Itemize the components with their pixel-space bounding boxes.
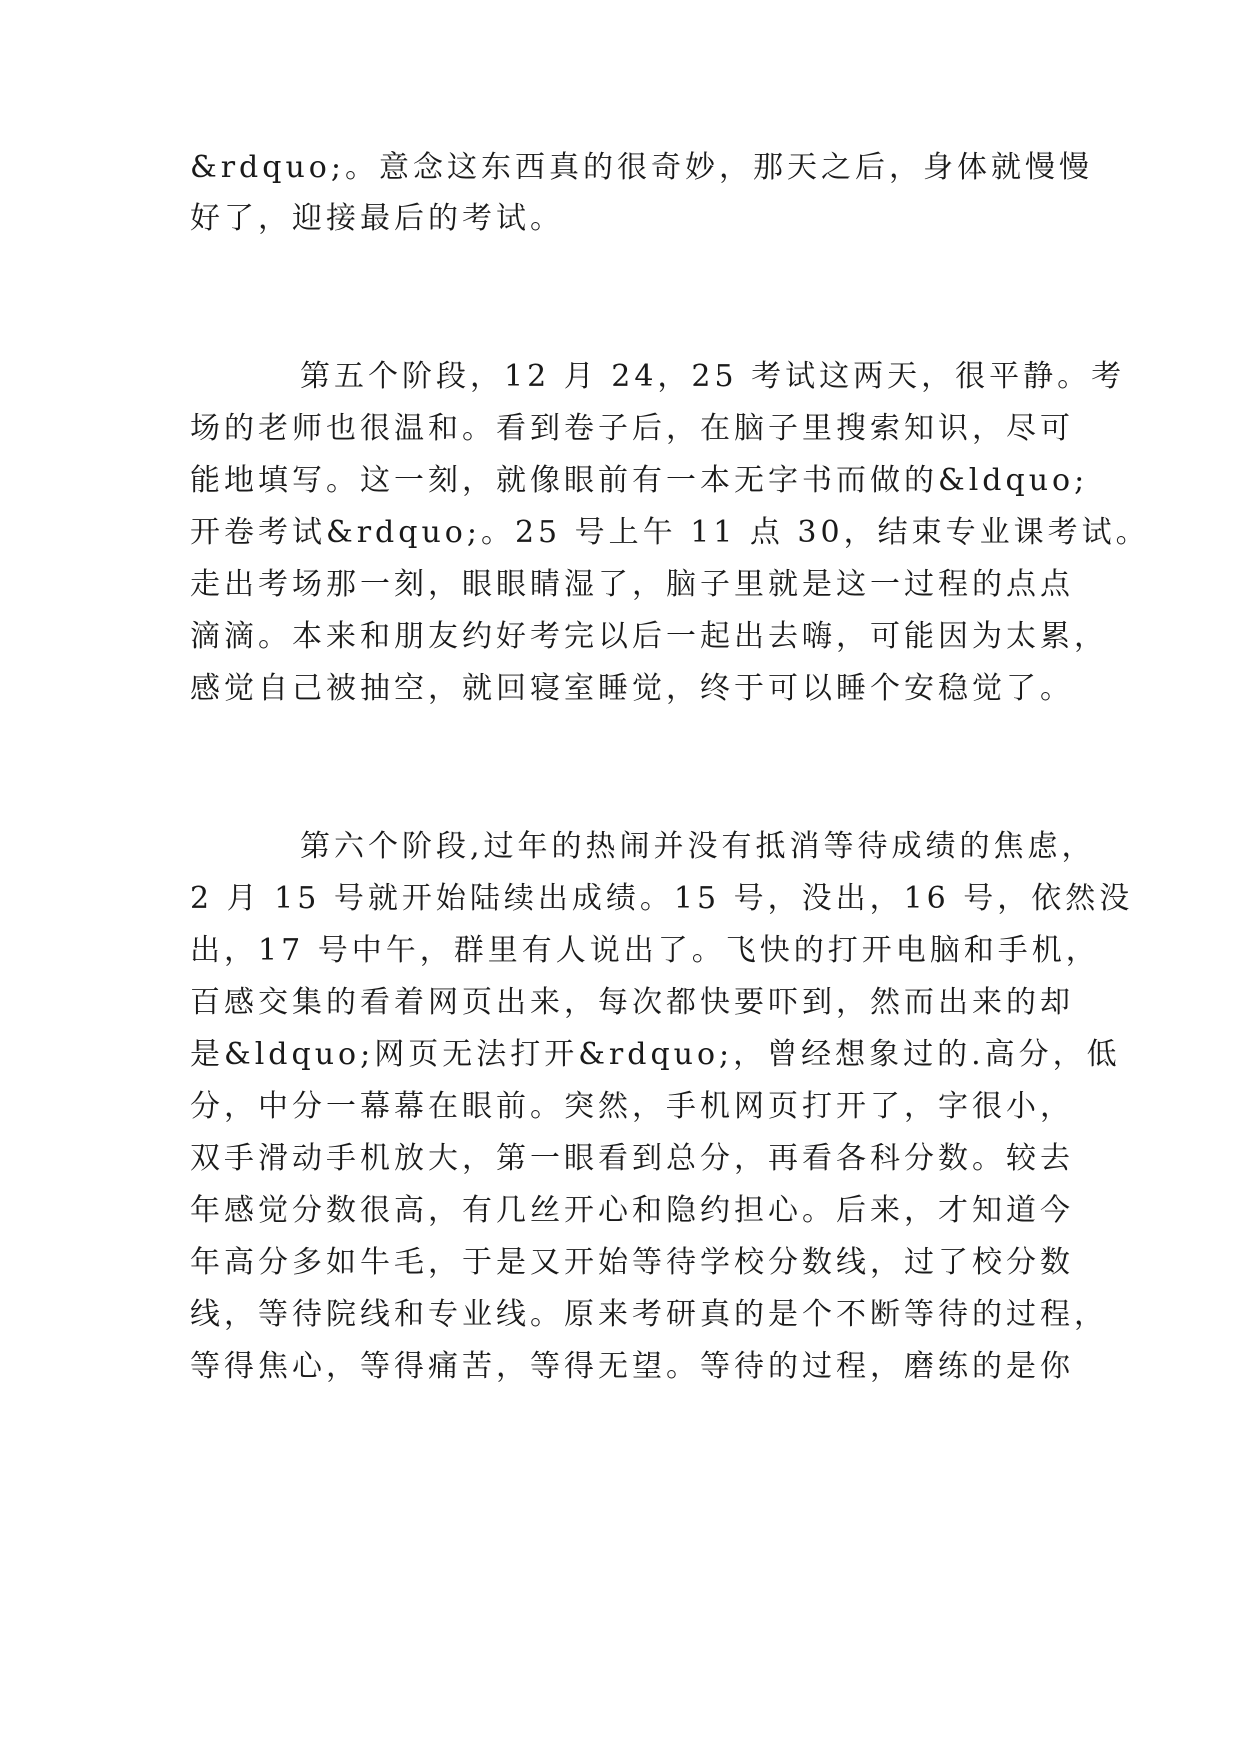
paragraph-2-line-2: 场的老师也很温和。看到卷子后，在脑子里搜索知识，尽可 [190,411,1074,446]
paragraph-2-line-6: 滴滴。本来和朋友约好考完以后一起出去嗨，可能因为太累， [190,619,1108,654]
paragraph-3-line-1: 第六个阶段,过年的热闹并没有抵消等待成绩的焦虑， [300,829,1096,864]
paragraph-2-line-1: 第五个阶段，12 月 24，25 考试这两天，很平静。考 [300,359,1126,394]
paragraph-1-line-2: 好了，迎接最后的考试。 [190,201,564,236]
paragraph-1-line-1: &rdquo;。意念这东西真的很奇妙，那天之后，身体就慢慢 [190,150,1093,185]
paragraph-3-line-11: 等得焦心，等得痛苦，等得无望。等待的过程，磨练的是你 [190,1349,1074,1384]
paragraph-3-line-6: 分，中分一幕幕在眼前。突然，手机网页打开了，字很小， [190,1089,1074,1124]
paragraph-2-line-5: 走出考场那一刻，眼眼睛湿了，脑子里就是这一过程的点点 [190,567,1074,602]
paragraph-3-line-9: 年高分多如牛毛，于是又开始等待学校分数线，过了校分数 [190,1245,1074,1280]
paragraph-3-line-5: 是&ldquo;网页无法打开&rdquo;，曾经想象过的.高分，低 [190,1037,1121,1072]
paragraph-3-line-2: 2 月 15 号就开始陆续出成绩。15 号，没出，16 号，依然没 [190,881,1134,916]
paragraph-3-line-10: 线，等待院线和专业线。原来考研真的是个不断等待的过程， [190,1297,1108,1332]
paragraph-3-line-3: 出，17 号中午，群里有人说出了。飞快的打开电脑和手机， [190,933,1100,968]
paragraph-3-line-4: 百感交集的看着网页出来，每次都快要吓到，然而出来的却 [190,985,1074,1020]
paragraph-2-line-3: 能地填写。这一刻，就像眼前有一本无字书而做的&ldquo; [190,463,1089,498]
paragraph-3-line-8: 年感觉分数很高，有几丝开心和隐约担心。后来，才知道今 [190,1193,1074,1228]
paragraph-2-line-7: 感觉自己被抽空，就回寝室睡觉，终于可以睡个安稳觉了。 [190,671,1074,706]
paragraph-3-line-7: 双手滑动手机放大，第一眼看到总分，再看各科分数。较去 [190,1141,1074,1176]
paragraph-2-line-4: 开卷考试&rdquo;。25 号上午 11 点 30，结束专业课考试。 [190,515,1150,550]
